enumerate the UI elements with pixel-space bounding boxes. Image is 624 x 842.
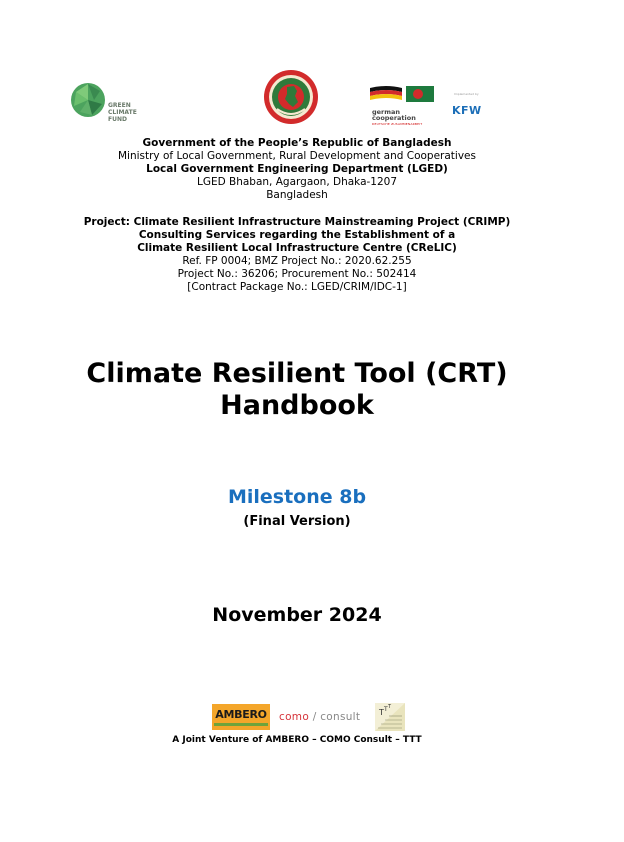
reference-line: Ref. FP 0004; BMZ Project No.: 2020.62.255 <box>182 255 412 267</box>
ambero-logo: AMBERO <box>212 704 270 730</box>
ministry-line: Ministry of Local Government, Rural Development and Cooperatives <box>117 150 476 162</box>
publication-date: November 2024 <box>212 604 382 626</box>
svg-text:T: T <box>388 704 392 710</box>
ttt-logo-icon <box>375 703 405 731</box>
gcf-globe-icon <box>70 82 106 118</box>
gcf-wordmark: GREEN CLIMATE FUND <box>108 102 137 123</box>
version-label: (Final Version) <box>243 514 351 529</box>
german-bangladesh-flags-icon <box>370 84 436 110</box>
german-cooperation-wordmark: german cooperation DEUTSCHE ZUSAMMENARBEIT <box>372 108 423 126</box>
document-title: Climate Resilient Tool (CRT) Handbook <box>86 358 508 421</box>
green-climate-fund-logo <box>70 82 150 122</box>
project-line: Project: Climate Resilient Infrastructure Mainstreaming Project (CRIMP) <box>83 216 511 228</box>
centre-line: Climate Resilient Local Infrastructure Centre (CReLIC) <box>137 242 457 254</box>
svg-text:T: T <box>379 708 384 717</box>
german-cooperation-logo <box>370 84 440 124</box>
address-line: LGED Bhaban, Agargaon, Dhaka-1207 <box>196 176 398 188</box>
kfw-caption: Implemented by <box>454 92 479 96</box>
country-line: Bangladesh <box>266 189 328 201</box>
project-number-line: Project No.: 36206; Procurement No.: 502414 <box>177 268 417 280</box>
como-consult-logo: como / consult <box>279 711 361 723</box>
kfw-logo: KFW <box>452 104 482 117</box>
consulting-line: Consulting Services regarding the Establishment of a <box>138 229 456 241</box>
milestone-heading: Milestone 8b <box>227 486 367 508</box>
svg-text:T: T <box>384 706 388 713</box>
lged-line: Local Government Engineering Department (LGED) <box>146 163 448 175</box>
bangladesh-government-seal-icon <box>263 69 319 125</box>
joint-venture-line: A Joint Venture of AMBERO – COMO Consult – TTT <box>172 735 422 745</box>
government-line: Government of the People’s Republic of Bangladesh <box>142 137 452 149</box>
contract-package-line: [Contract Package No.: LGED/CRIM/IDC-1] <box>187 281 407 293</box>
